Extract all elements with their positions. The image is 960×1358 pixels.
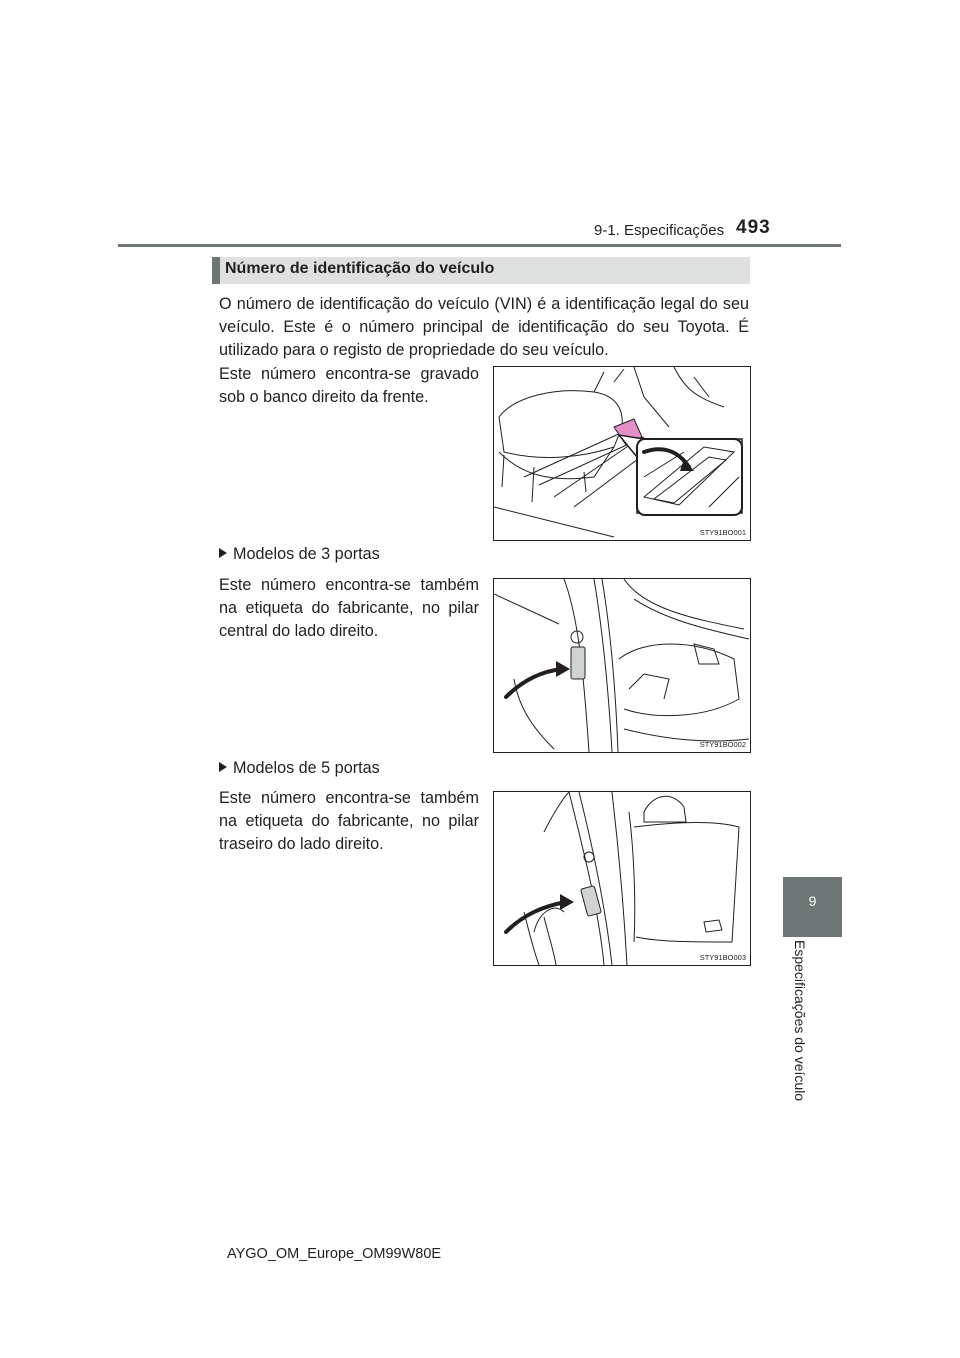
pointer-arrow: [506, 902, 566, 932]
figure-code: STY91BO002: [699, 740, 746, 749]
document-id: AYGO_OM_Europe_OM99W80E: [227, 1246, 442, 1262]
figure-under-seat: [493, 366, 751, 541]
header-rule: [118, 244, 841, 247]
center-pillar-illustration: [494, 579, 750, 752]
intro-paragraph: O número de identificação do veículo (VIN) é a identificação legal do seu veículo. Este é o número principal de identificação do seu Toyota. É utilizado para o registo de propriedade do seu veículo.: [219, 295, 749, 359]
chapter-title: Especificações do veículo: [792, 940, 808, 1102]
location-rear-pillar-text: Este número encontra-se também na etiqueta do fabricante, no pilar traseiro do lado direito.: [219, 789, 479, 853]
figure-rear-pillar: [493, 791, 751, 966]
figure-code: STY91BO003: [699, 953, 746, 962]
bullet-5-door: [219, 759, 380, 778]
bullet-triangle-icon: [219, 548, 227, 558]
section-heading: Número de identificação do veículo: [225, 260, 495, 277]
figure-code: STY91BO001: [699, 528, 746, 537]
location-under-seat-text: Este número encontra-se gravado sob o banco direito da frente.: [219, 365, 479, 406]
bullet-triangle-icon: [219, 762, 227, 772]
rear-pillar-illustration: [494, 792, 750, 965]
section-reference: 9-1. Especificações: [594, 222, 725, 239]
figure-center-pillar: [493, 578, 751, 753]
page-number: 493: [736, 217, 771, 238]
bullet-3-door: [219, 545, 380, 564]
under-seat-illustration: [494, 367, 750, 540]
bullet-5-door-label: Modelos de 5 portas: [233, 759, 380, 777]
bullet-3-door-label: Modelos de 3 portas: [233, 545, 380, 563]
chapter-number: 9: [808, 893, 817, 909]
manufacturer-label: [581, 886, 602, 917]
manufacturer-label: [571, 647, 585, 679]
location-center-pillar-text: Este número encontra-se também na etiqueta do fabricante, no pilar central do lado direito.: [219, 576, 479, 640]
